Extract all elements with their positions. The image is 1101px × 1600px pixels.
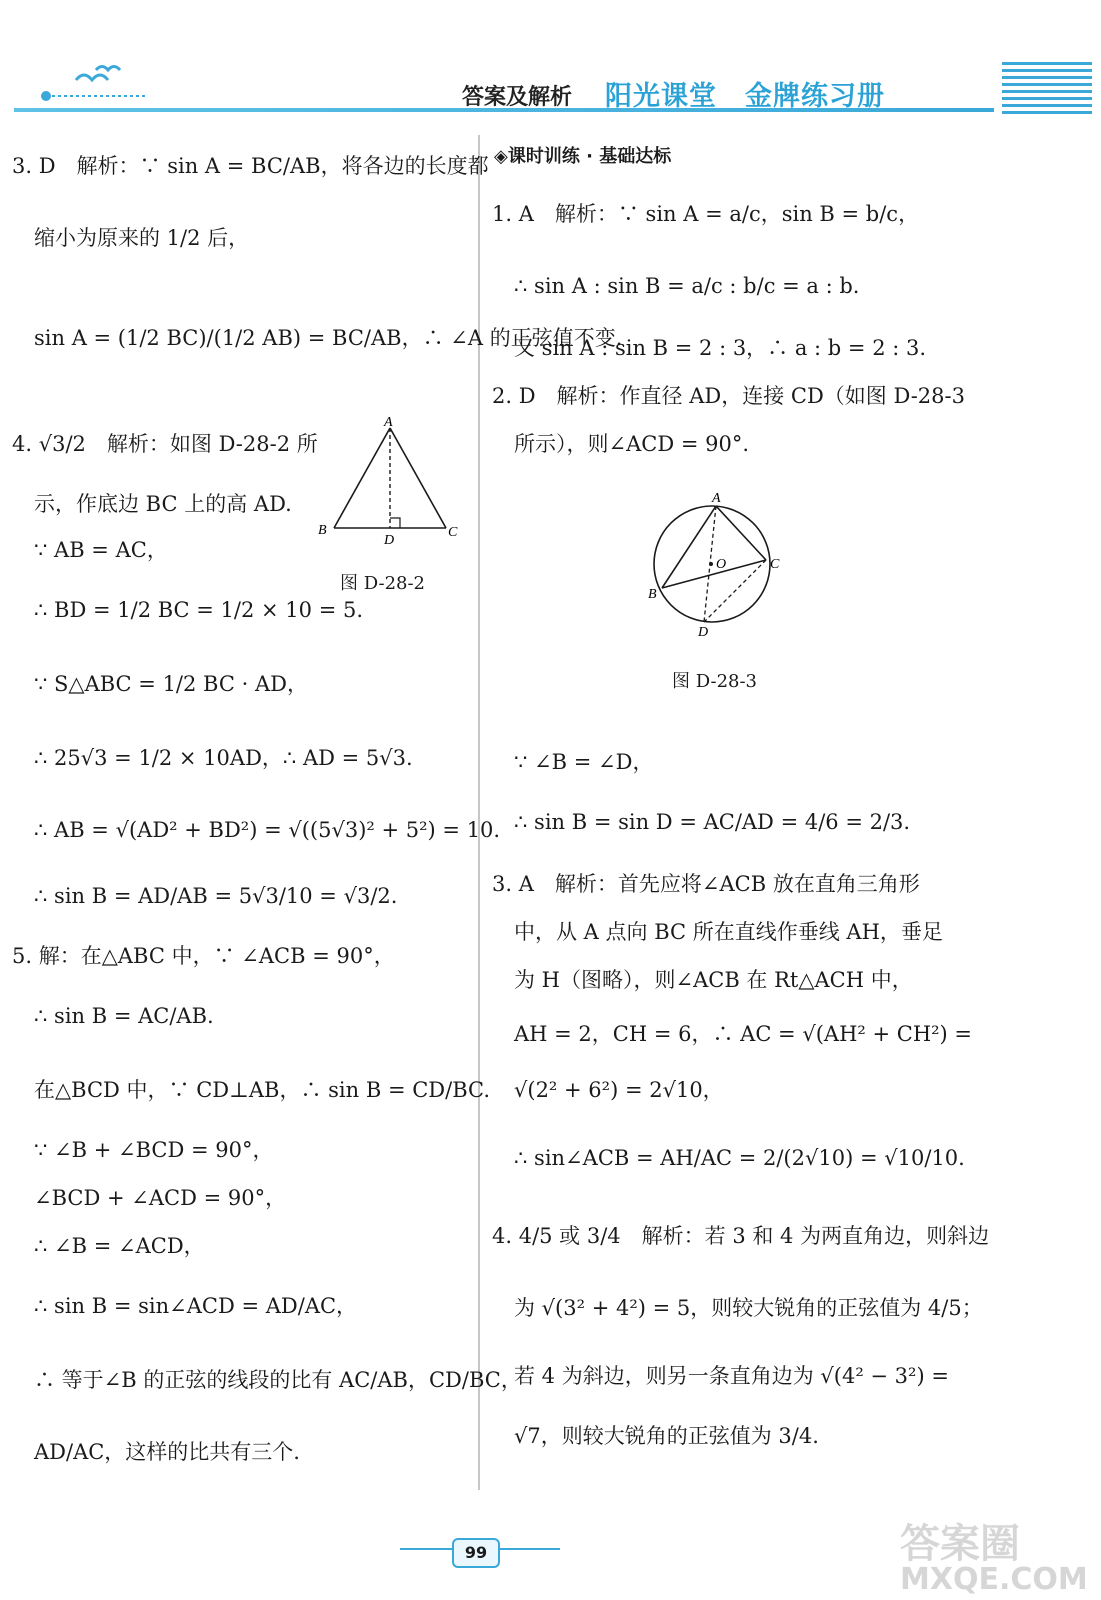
right-line: 为 H（图略），则∠ACB 在 Rt△ACH 中，: [514, 968, 913, 992]
left-line: sin A = (1/2 BC)/(1/2 AB) = BC/AB，∴ ∠A 的正弦值不变.: [34, 326, 623, 350]
left-line: 3. D 解析：∵ sin A = BC/AB，将各边的长度都: [12, 154, 489, 178]
right-line: 若 4 为斜边，则另一条直角边为 √(4² − 3²) =: [514, 1364, 949, 1388]
label-b: B: [318, 523, 327, 538]
figure-d-28-2: [312, 412, 472, 552]
label-o: O: [716, 557, 727, 572]
header-section-label: 答案及解析: [462, 85, 573, 110]
right-line: 为 √(3² + 4²) = 5，则较大锐角的正弦值为 4/5；: [514, 1296, 983, 1320]
left-line: ∴ AB = √(AD² + BD²) = √((5√3)² + 5²) = 10.: [34, 818, 501, 842]
left-line: ∴ sin B = AD/AB = 5√3/10 = √3/2.: [34, 884, 398, 908]
left-line: 5. 解：在△ABC 中，∵ ∠ACB = 90°，: [12, 944, 395, 968]
label-c: C: [770, 557, 780, 572]
right-line: ∴ sin B = sin D = AC/AD = 4/6 = 2/3.: [514, 810, 911, 834]
right-line: 2. D 解析：作直径 AD，连接 CD（如图 D-28-3: [492, 384, 965, 408]
figure-caption: 图 D-28-3: [672, 671, 758, 692]
right-line: 所示），则∠ACD = 90°.: [514, 432, 750, 456]
left-line: ∴ ∠B = ∠ACD，: [34, 1234, 205, 1258]
label-b: B: [648, 587, 657, 602]
right-line: ∴ sin A : sin B = a/c : b/c = a : b.: [514, 274, 860, 298]
label-d: D: [698, 625, 709, 640]
label-d: D: [384, 533, 395, 548]
left-line: AD/AC，这样的比共有三个.: [34, 1440, 300, 1464]
page-number: 99: [452, 1538, 500, 1568]
figure-caption: 图 D-28-2: [340, 573, 426, 594]
left-line: 缩小为原来的 1/2 后，: [34, 226, 250, 250]
figure-d-28-3: [632, 484, 802, 640]
label-a: A: [712, 491, 721, 506]
left-line: ∴ 25√3 = 1/2 × 10AD，∴ AD = 5√3.: [34, 746, 413, 770]
left-line: ∵ ∠B + ∠BCD = 90°，: [34, 1138, 274, 1162]
left-line: 在△BCD 中，∵ CD⊥AB，∴ sin B = CD/BC.: [34, 1078, 491, 1102]
right-line: AH = 2，CH = 6，∴ AC = √(AH² + CH²) =: [514, 1022, 973, 1046]
left-line: ∴ sin B = sin∠ACD = AD/AC，: [34, 1294, 358, 1318]
header-brand: 阳光课堂 金牌练习册: [605, 81, 885, 112]
label-a: A: [384, 415, 393, 430]
right-line: √(2² + 6²) = 2√10，: [514, 1078, 724, 1102]
left-line: 4. √3/2 解析：如图 D-28-2 所: [12, 432, 318, 456]
right-line: 又 sin A : sin B = 2 : 3，∴ a : b = 2 : 3.: [514, 336, 927, 360]
right-line: ∴ sin∠ACB = AH/AC = 2/(2√10) = √10/10.: [514, 1146, 965, 1170]
header-stripes: [1002, 62, 1092, 116]
left-line: ∴ 等于∠B 的正弦的线段的比有 AC/AB，CD/BC，: [34, 1368, 522, 1392]
section-title: ◈课时训练 · 基础达标: [494, 146, 672, 167]
right-line: 1. A 解析：∵ sin A = a/c，sin B = b/c，: [492, 202, 920, 226]
right-line: 3. A 解析：首先应将∠ACB 放在直角三角形: [492, 872, 920, 896]
left-line: ∵ S△ABC = 1/2 BC · AD，: [34, 672, 308, 696]
left-line: ∴ BD = 1/2 BC = 1/2 × 10 = 5.: [34, 598, 364, 622]
left-line: 示，作底边 BC 上的高 AD.: [34, 492, 292, 516]
right-line: √7，则较大锐角的正弦值为 3/4.: [514, 1424, 819, 1448]
right-line: 4. 4/5 或 3/4 解析：若 3 和 4 为两直角边，则斜边: [492, 1224, 990, 1248]
right-line: ∵ ∠B = ∠D，: [514, 750, 654, 774]
watermark-logo: 答案圈: [900, 1521, 1020, 1567]
birds-decoration-icon: [16, 60, 146, 110]
left-line: ∴ sin B = AC/AB.: [34, 1004, 214, 1028]
watermark-url: MXQE.COM: [900, 1562, 1088, 1597]
left-line: ∠BCD + ∠ACD = 90°，: [34, 1186, 287, 1210]
right-line: 中，从 A 点向 BC 所在直线作垂线 AH，垂足: [514, 920, 943, 944]
left-line: ∵ AB = AC，: [34, 538, 168, 562]
label-c: C: [448, 525, 458, 540]
